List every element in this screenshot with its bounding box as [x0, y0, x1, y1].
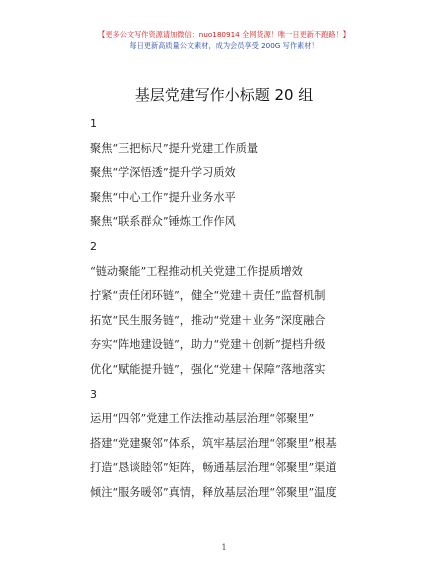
list-item: 优化“赋能提升链”，强化“党建＋保障”落地落实: [90, 362, 326, 376]
document-title: 基层党建写作小标题 20 组: [134, 86, 314, 104]
list-item: 倾注“服务暖邻”真情，释放基层治理“邻聚里”温度: [90, 485, 337, 499]
section-number: 2: [90, 239, 97, 253]
list-item: 拧紧“责任闭环链”，健全“党建＋责任”监督机制: [90, 289, 326, 303]
list-item: 聚焦“三把标尺”提升党建工作质量: [90, 141, 259, 155]
list-item: 打造“恳谈睦邻”矩阵，畅通基层治理“邻聚里”渠道: [90, 461, 337, 475]
section-number: 3: [90, 387, 97, 401]
promo-banner-line-2: 每日更新高质量公文素材，成为会员享受 200G 写作素材！: [129, 41, 319, 50]
promo-banner-line-1: 【更多公文写作资源请加微信：nuo180914 全网货源！唯一日更新不跑路！】: [98, 30, 350, 39]
list-item: 聚焦“中心工作”提升业务水平: [90, 190, 236, 204]
list-item: 拓宽“民生服务链”，推动“党建＋业务”深度融合: [90, 313, 326, 327]
list-item: 聚焦“学深悟透”提升学习质效: [90, 166, 236, 180]
list-item: “链动聚能”工程推动机关党建工作提质增效: [90, 264, 303, 278]
page-number: 1: [221, 543, 227, 552]
list-item: 搭建“党建聚邻”体系，筑牢基层治理“邻聚里”根基: [90, 436, 337, 450]
list-item: 聚焦“联系群众”锤炼工作作风: [90, 215, 236, 229]
list-item: 运用“四邻”党建工作法推动基层治理“邻聚里”: [90, 412, 315, 426]
document-body: [90, 112, 420, 506]
section-number: 1: [90, 117, 97, 130]
list-item: 夯实“阵地建设链”，助力“党建＋创新”提档升级: [90, 338, 326, 352]
